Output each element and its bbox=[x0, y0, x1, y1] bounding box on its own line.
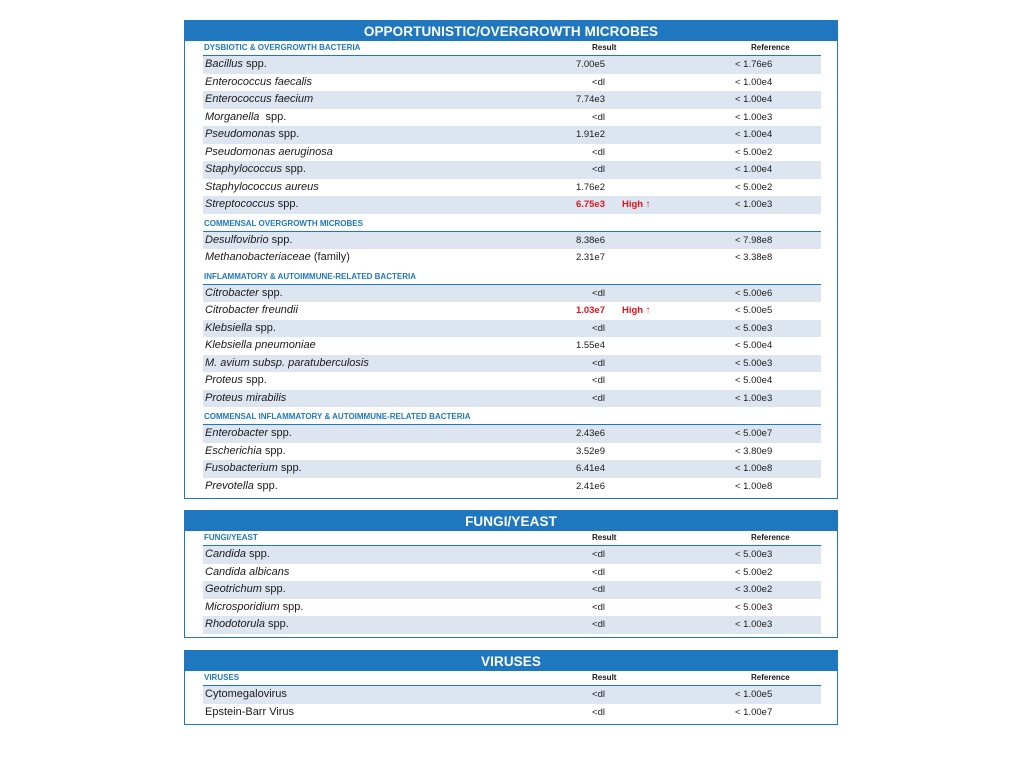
organism-name bbox=[205, 548, 270, 560]
table-row bbox=[203, 196, 821, 214]
high-flag: High ↑ bbox=[622, 305, 651, 316]
reference-column-header: Reference bbox=[751, 43, 790, 52]
organism-genus: M. avium subsp. paratuberculosis bbox=[205, 356, 369, 369]
organism-name bbox=[205, 427, 292, 439]
panel-body bbox=[185, 671, 837, 724]
organism-genus: Proteus bbox=[205, 374, 243, 386]
organism-genus: Citrobacter bbox=[205, 286, 259, 299]
organism-suffix: spp. bbox=[267, 427, 292, 439]
organism-name bbox=[205, 618, 289, 630]
organism-genus: Staphylococcus aureus bbox=[205, 180, 319, 193]
result-value: 3.52e9 bbox=[575, 445, 605, 457]
organism-name bbox=[205, 234, 292, 246]
reference-column-header: Reference bbox=[751, 533, 790, 542]
organism-genus: Morganella bbox=[205, 110, 260, 123]
section-title: INFLAMMATORY & AUTOIMMUNE-RELATED BACTERIA bbox=[204, 271, 416, 281]
reference-value: < 3.38e8 bbox=[735, 252, 773, 263]
result-value: <dl bbox=[592, 549, 605, 560]
organism-genus: Klebsiella bbox=[205, 321, 253, 334]
table-row bbox=[203, 320, 821, 338]
organism-name bbox=[205, 480, 278, 492]
result-value: <dl bbox=[592, 146, 605, 158]
organism-genus: Pseudomonas aeruginosa bbox=[205, 145, 333, 158]
section-title: COMMENSAL OVERGROWTH MICROBES bbox=[204, 218, 363, 228]
organism-name bbox=[205, 462, 302, 474]
reference-value: < 5.00e6 bbox=[735, 287, 773, 299]
organism-name bbox=[205, 181, 319, 193]
organism-name bbox=[205, 128, 299, 140]
result-value: 1.55e4 bbox=[575, 340, 605, 351]
organism-name bbox=[205, 198, 299, 210]
table-row bbox=[203, 285, 821, 303]
organism-name bbox=[205, 566, 289, 578]
result-value: 1.91e2 bbox=[575, 129, 605, 140]
panel-title: OPPORTUNISTIC/OVERGROWTH MICROBES bbox=[185, 21, 837, 41]
reference-value: < 5.00e3 bbox=[735, 549, 773, 560]
table-row bbox=[203, 56, 821, 74]
table-row bbox=[203, 302, 821, 320]
organism-genus: Prevotella bbox=[205, 479, 254, 492]
organism-suffix: spp. bbox=[261, 444, 286, 457]
section-header bbox=[203, 531, 821, 546]
organism-suffix: spp. bbox=[252, 321, 276, 334]
reference-value: < 1.00e3 bbox=[735, 392, 773, 404]
result-value: <dl bbox=[592, 601, 605, 613]
organism-name bbox=[205, 251, 350, 263]
organism-genus: Rhodotorula bbox=[205, 618, 265, 630]
organism-genus: Proteus mirabilis bbox=[205, 391, 287, 404]
reference-value: < 5.00e3 bbox=[735, 357, 773, 369]
result-value: 1.76e2 bbox=[575, 181, 605, 193]
table-row bbox=[203, 443, 821, 461]
result-value: <dl bbox=[592, 322, 605, 334]
organism-name bbox=[205, 146, 333, 158]
organism-name bbox=[205, 93, 313, 105]
result-column-header: Result bbox=[592, 673, 617, 682]
organism-genus: Microsporidium bbox=[205, 600, 280, 613]
reference-value: < 1.00e4 bbox=[735, 164, 773, 175]
reference-value: < 5.00e7 bbox=[735, 428, 773, 439]
reference-value: < 1.00e8 bbox=[735, 463, 773, 474]
reference-value: < 1.00e3 bbox=[735, 619, 773, 630]
organism-genus: Candida albicans bbox=[205, 565, 290, 578]
organism-suffix: spp. bbox=[275, 128, 300, 140]
section-title: FUNGI/YEAST bbox=[204, 533, 258, 542]
table-row bbox=[203, 249, 821, 267]
panel-title: VIRUSES bbox=[185, 651, 837, 671]
result-value: <dl bbox=[592, 76, 605, 88]
section-title: VIRUSES bbox=[204, 673, 240, 682]
table-row bbox=[203, 564, 821, 582]
reference-value: < 5.00e3 bbox=[735, 322, 773, 334]
organism-name bbox=[205, 601, 303, 613]
reference-value: < 5.00e2 bbox=[735, 146, 773, 158]
organism-genus: Geotrichum bbox=[205, 583, 262, 595]
table-row bbox=[203, 179, 821, 197]
organism-name bbox=[205, 445, 286, 457]
organism-name bbox=[205, 706, 294, 718]
result-value: 7.00e5 bbox=[575, 59, 605, 70]
organism-suffix: spp. bbox=[253, 479, 278, 492]
reference-value: < 1.00e3 bbox=[735, 111, 773, 123]
result-value: <dl bbox=[592, 392, 605, 404]
organism-suffix: spp. bbox=[242, 58, 267, 70]
table-row bbox=[203, 425, 821, 443]
organism-genus: Pseudomonas bbox=[205, 128, 276, 140]
high-flag: High ↑ bbox=[622, 199, 651, 210]
table-row bbox=[203, 546, 821, 564]
organism-genus: Enterobacter bbox=[205, 427, 268, 439]
organism-name bbox=[205, 357, 369, 369]
organism-suffix: spp. bbox=[274, 198, 299, 210]
organism-genus: Candida bbox=[205, 548, 246, 560]
organism-genus: Citrobacter freundii bbox=[205, 304, 298, 316]
table-row bbox=[203, 599, 821, 617]
results-panel bbox=[184, 20, 838, 499]
section-gap bbox=[185, 495, 837, 498]
section-header bbox=[203, 671, 821, 686]
results-panel bbox=[184, 510, 838, 638]
organism-genus: Klebsiella pneumoniae bbox=[205, 339, 316, 351]
organism-suffix: spp. bbox=[261, 583, 286, 595]
organism-genus: Enterococcus faecalis bbox=[205, 75, 312, 88]
result-value: 2.31e7 bbox=[575, 252, 605, 263]
table-row bbox=[203, 460, 821, 478]
result-value: <dl bbox=[592, 689, 605, 700]
result-value: <dl bbox=[592, 375, 605, 386]
organism-name bbox=[205, 163, 306, 175]
panel-body bbox=[185, 41, 837, 498]
reference-value: < 5.00e3 bbox=[735, 601, 773, 613]
reference-value: < 7.98e8 bbox=[735, 234, 773, 246]
organism-genus: Enterococcus faecium bbox=[205, 93, 314, 105]
reference-value: < 1.00e4 bbox=[735, 129, 773, 140]
organism-name bbox=[205, 583, 286, 595]
reference-value: < 1.00e7 bbox=[735, 706, 773, 718]
reference-value: < 5.00e4 bbox=[735, 375, 773, 386]
organism-name bbox=[205, 374, 267, 386]
organism-genus: Fusobacterium bbox=[205, 462, 278, 474]
section-header bbox=[203, 410, 821, 425]
organism-genus: Staphylococcus bbox=[205, 163, 283, 175]
table-row bbox=[203, 91, 821, 109]
section-header bbox=[203, 270, 821, 285]
organism-name bbox=[205, 304, 298, 316]
reference-value: < 1.00e4 bbox=[735, 94, 773, 105]
panel-body bbox=[185, 531, 837, 637]
result-value: 6.41e4 bbox=[575, 463, 605, 474]
table-row bbox=[203, 232, 821, 250]
table-row bbox=[203, 390, 821, 408]
table-row bbox=[203, 355, 821, 373]
reference-value: < 5.00e2 bbox=[735, 566, 773, 578]
organism-name bbox=[205, 322, 276, 334]
organism-name bbox=[205, 76, 312, 88]
organism-name bbox=[205, 287, 283, 299]
section-gap bbox=[185, 634, 837, 637]
result-value: 7.74e3 bbox=[575, 94, 605, 105]
reference-value: < 5.00e5 bbox=[735, 305, 773, 316]
result-value: <dl bbox=[592, 164, 605, 175]
reference-value: < 5.00e2 bbox=[735, 181, 773, 193]
organism-name bbox=[205, 58, 267, 70]
section-header bbox=[203, 41, 821, 56]
reference-value: < 1.76e6 bbox=[735, 59, 773, 70]
organism-suffix: spp. bbox=[259, 110, 287, 123]
result-value: <dl bbox=[592, 287, 605, 299]
reference-value: < 1.00e4 bbox=[735, 76, 773, 88]
table-row bbox=[203, 686, 821, 704]
reference-value: < 1.00e5 bbox=[735, 689, 773, 700]
result-value: <dl bbox=[592, 706, 605, 718]
table-row bbox=[203, 126, 821, 144]
section-title: DYSBIOTIC & OVERGROWTH BACTERIA bbox=[204, 43, 361, 52]
table-row bbox=[203, 161, 821, 179]
organism-name bbox=[205, 392, 286, 404]
organism-suffix: (family) bbox=[310, 251, 350, 263]
organism-suffix: spp. bbox=[268, 233, 293, 246]
table-row bbox=[203, 109, 821, 127]
organism-name bbox=[205, 111, 286, 123]
result-value: 6.75e3 bbox=[575, 199, 605, 210]
reference-column-header: Reference bbox=[751, 673, 790, 682]
organism-name bbox=[205, 688, 287, 700]
result-value: <dl bbox=[592, 357, 605, 369]
section-title: COMMENSAL INFLAMMATORY & AUTOIMMUNE-RELATED BACTERIA bbox=[204, 412, 471, 421]
organism-genus: Bacillus bbox=[205, 58, 243, 70]
organism-suffix: spp. bbox=[258, 286, 283, 299]
table-row bbox=[203, 372, 821, 390]
table-row bbox=[203, 616, 821, 634]
table-row bbox=[203, 478, 821, 496]
result-value: <dl bbox=[592, 111, 605, 123]
organism-suffix: spp. bbox=[277, 462, 302, 474]
organism-suffix: Epstein-Barr Virus bbox=[205, 705, 295, 718]
organism-genus: Escherichia bbox=[205, 444, 262, 457]
result-value: <dl bbox=[592, 584, 605, 595]
results-panel bbox=[184, 650, 838, 725]
section-header bbox=[203, 217, 821, 232]
result-value: 1.03e7 bbox=[575, 305, 605, 316]
table-row bbox=[203, 581, 821, 599]
organism-suffix: spp. bbox=[282, 163, 306, 175]
organism-genus: Streptococcus bbox=[205, 198, 275, 210]
reference-value: < 5.00e4 bbox=[735, 340, 773, 351]
panel-title: FUNGI/YEAST bbox=[185, 511, 837, 531]
organism-suffix: spp. bbox=[245, 548, 270, 560]
reference-value: < 3.80e9 bbox=[735, 445, 773, 457]
reference-value: < 3.00e2 bbox=[735, 584, 773, 595]
reference-value: < 1.00e3 bbox=[735, 199, 773, 210]
organism-genus: Desulfovibrio bbox=[205, 233, 269, 246]
organism-suffix: Cytomegalovirus bbox=[205, 688, 287, 700]
organism-suffix: spp. bbox=[264, 618, 289, 630]
result-value: 2.43e6 bbox=[575, 428, 605, 439]
result-value: <dl bbox=[592, 566, 605, 578]
organism-genus: Methanobacteriaceae bbox=[205, 251, 311, 263]
table-row bbox=[203, 74, 821, 92]
table-row bbox=[203, 704, 821, 722]
organism-name bbox=[205, 339, 316, 351]
result-column-header: Result bbox=[592, 533, 617, 542]
section-gap bbox=[185, 721, 837, 724]
organism-suffix: spp. bbox=[279, 600, 304, 613]
result-column-header: Result bbox=[592, 43, 617, 52]
table-row bbox=[203, 337, 821, 355]
organism-suffix: spp. bbox=[242, 374, 267, 386]
result-value: <dl bbox=[592, 619, 605, 630]
table-row bbox=[203, 144, 821, 162]
reference-value: < 1.00e8 bbox=[735, 480, 773, 492]
result-value: 2.41e6 bbox=[575, 480, 605, 492]
result-value: 8.38e6 bbox=[575, 234, 605, 246]
